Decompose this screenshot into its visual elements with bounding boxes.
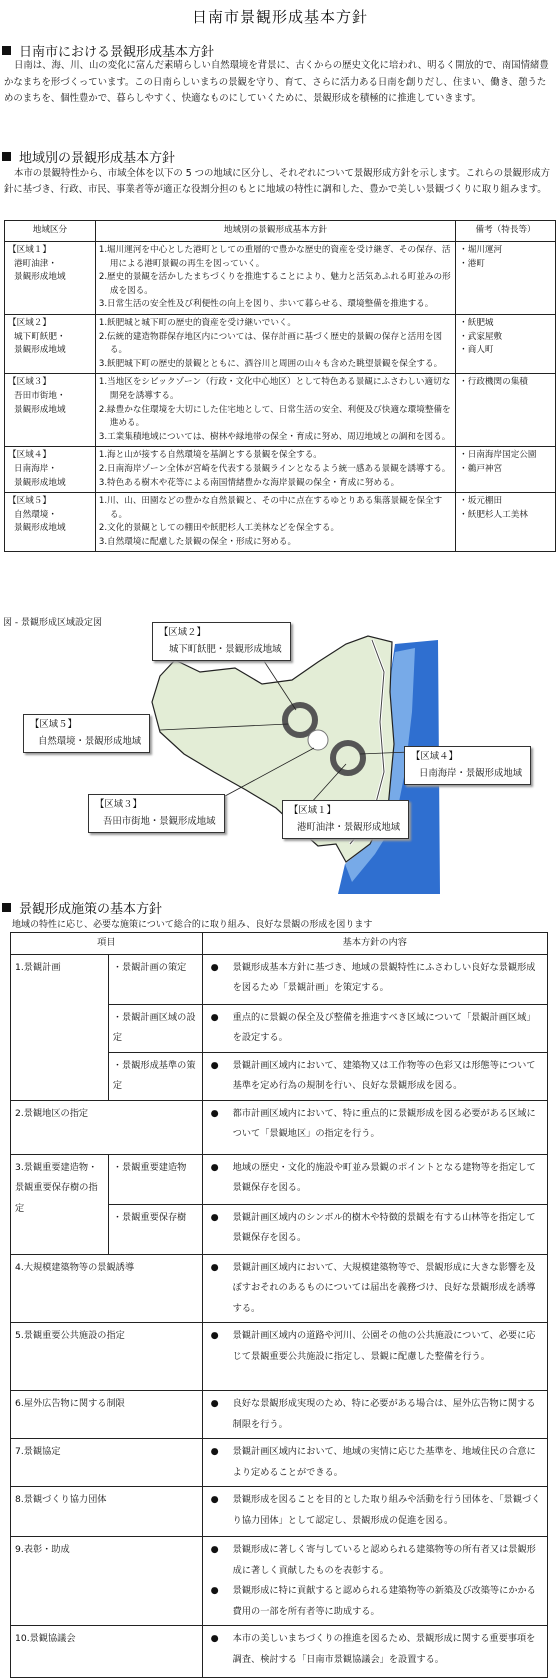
bullet-line <box>207 1056 543 1097</box>
item-cell: 9.表彰・助成 <box>11 1537 203 1626</box>
zone3-marker <box>308 730 328 750</box>
bullet-icon: ● <box>210 1544 219 1555</box>
policy-item: 2.歴史的景観を活かしたまちづくりを推進することにより、魅力と活気あふれる町並みの形成を図る。 <box>98 272 451 296</box>
bullet-text: 景観計画区域内において、大規模建築物等で、景観形成に大きな影響を及ぼすおそれのあるものについては届出を義務づけ、良好な景観形成を誘導する。 <box>232 1261 536 1314</box>
zone-line: 日南海岸・ <box>14 463 57 474</box>
bullet-text: 景観形成に特に貢献すると認められる建築物等の新築及び改築等にかかる費用の一部を所有者等に助成する。 <box>232 1585 536 1617</box>
zone-cell <box>5 314 96 373</box>
note-line: ・港町 <box>459 258 485 269</box>
square-bullet-icon <box>2 46 11 55</box>
zone-line: 自然環境・ <box>14 509 57 520</box>
section2-heading <box>2 147 175 166</box>
zone-line: 【区域５】 <box>8 496 51 507</box>
policy-cell <box>95 493 455 552</box>
bullet-line <box>207 1104 543 1145</box>
subitem-cell: ・景観計画区域の設定 <box>108 1004 202 1052</box>
bullet-text: 景観形成に著しく寄与していると認められる建築物等の所有者又は景観形成に著しく貢献したものを表彰する。 <box>232 1544 536 1576</box>
table-row <box>11 1487 548 1537</box>
section3-heading-text: 景観形成施策の基本方針 <box>19 902 163 917</box>
policy-cell <box>95 242 455 315</box>
bullet-icon: ● <box>210 1330 219 1341</box>
policy-item: 2.日南海岸ゾーン全体が宮崎を代表する景観ラインとなるよう統一感ある景観を誘導する。 <box>98 463 451 474</box>
table-row <box>11 1323 548 1391</box>
table-row <box>11 1391 548 1439</box>
subitem-cell: ・景観重要建造物 <box>108 1154 202 1204</box>
policy-item: 3.飫肥城下町の歴史的景観とともに、酒谷川と周囲の山々も含めた眺望景観を保全する。 <box>98 358 443 369</box>
bullet-icon: ● <box>210 1398 219 1409</box>
bullet-line <box>207 1208 543 1249</box>
table-row <box>5 493 556 552</box>
bullet-text: 景観計画区域内の道路や河川、公園その他の公共施設について、必要に応じて景観重要公共施設に指定し、景観に配慮した整備を行う。 <box>232 1330 536 1362</box>
zone-map <box>0 627 560 894</box>
bullet-icon: ● <box>210 1585 219 1596</box>
content-cell <box>202 1439 547 1487</box>
table-row <box>11 1626 548 1678</box>
policy-list <box>99 449 452 490</box>
section1-heading-text: 日南市における景観形成基本方針 <box>19 45 215 60</box>
table-row <box>5 447 556 493</box>
note-line: ・武家屋敷 <box>459 331 503 342</box>
policy-cell <box>95 374 455 447</box>
content-cell <box>202 1052 547 1100</box>
zone-line: 【区域４】 <box>8 450 51 461</box>
section2-heading-text: 地域別の景観形成基本方針 <box>19 151 176 166</box>
bullet-text: 景観計画区域内のシンボル的樹木や特徴的景観を有する山林等を指定して景観保存を図る。 <box>232 1211 536 1243</box>
zone-cell <box>5 374 96 447</box>
policy-item: 2.伝統的建造物群保存地区内については、保存計画に基づく歴史的景観の保存と活用を図る。 <box>98 331 443 356</box>
label-zone5-title: 【区域５】 <box>30 719 77 730</box>
content-cell <box>202 1323 547 1391</box>
label-zone4 <box>404 746 531 785</box>
zone-line: 景観形成地域 <box>14 272 66 283</box>
content-cell <box>202 1537 547 1626</box>
bullet-line <box>207 1629 543 1670</box>
section3-intro: 地域の特性に応じ、必要な施策について総合的に取り組み、良好な景観の形成を図ります <box>12 920 373 930</box>
header-notes: 備考（特長等） <box>456 221 556 242</box>
table-row <box>11 1100 548 1154</box>
note-line: ・飫肥城 <box>459 317 494 328</box>
table-header-row <box>11 933 548 955</box>
policy-item: 1.川、山、田園などの豊かな自然景観と、その中に点在するゆとりある集落景観を保全する。 <box>98 496 443 520</box>
regional-policy-table <box>4 220 556 552</box>
bullet-text: 景観計画区域内において、地域の実情に応じた基準を、地域住民の合意により定めることができる。 <box>232 1446 536 1478</box>
label-zone2-title: 【区域２】 <box>159 627 206 638</box>
label-zone4-name: 日南海岸・景観形成地域 <box>419 768 523 779</box>
bullet-line <box>207 1394 543 1435</box>
bullet-line <box>207 1326 543 1367</box>
label-zone3 <box>88 794 225 833</box>
map-caption: 図 - 景観形成区域設定図 <box>3 618 102 628</box>
notes-cell <box>456 242 556 315</box>
item-cell: 8.景観づくり協力団体 <box>11 1487 203 1537</box>
policy-list <box>99 495 452 549</box>
note-line: ・堀川運河 <box>459 245 503 255</box>
section2-body: 本市の景観特性から、市域全体を以下の 5 つの地域に区分し、それぞれについて景観形成方針を示します。これらの景観形成方針に基づき、行政、市民、事業者等が適正な役割分担のもとに地域の特性に調和した、豊かで美しい景観づくりに取り組みます。 <box>4 168 550 196</box>
content-cell <box>202 1100 547 1154</box>
policy-item: 1.飫肥城と城下町の歴史的資産を受け継いでいく。 <box>98 317 296 328</box>
zone-line: 【区域２】 <box>8 317 51 328</box>
policy-list <box>99 317 452 371</box>
subitem-cell: ・景観重要保存樹 <box>108 1204 202 1254</box>
square-bullet-icon <box>2 152 11 161</box>
label-zone2 <box>152 622 291 661</box>
bullet-line <box>207 1540 543 1581</box>
header-content: 基本方針の内容 <box>202 933 547 955</box>
item-cell: 6.屋外広告物に関する制限 <box>11 1391 203 1439</box>
policy-item: 1.堀川運河を中心とした港町としての重層的で豊かな歴史的資産を受け継ぎ、その保存、活用による港町景観の再生を図っていく。 <box>98 245 451 269</box>
bullet-text: 都市計画区域内において、特に重点的に景観形成を図る必要がある区域について「景観地区」の指定を行う。 <box>232 1107 536 1139</box>
bullet-text: 景観形成基本方針に基づき、地域の景観特性にふさわしい良好な景観形成を図るため「景観計画」を策定する。 <box>232 961 536 993</box>
policy-item: 1.当地区をシビックゾーン（行政・文化中心地区）として特色ある景観にふさわしい適切な開発を誘導する。 <box>98 377 451 401</box>
bullet-icon: ● <box>210 1161 219 1173</box>
bullet-line <box>207 1258 543 1320</box>
content-cell <box>202 1154 547 1204</box>
bullet-line <box>207 958 543 999</box>
note-line: ・行政機関の集積 <box>459 377 528 388</box>
table-row <box>11 1154 548 1204</box>
label-zone1-title: 【区域１】 <box>289 805 336 816</box>
label-zone2-name: 城下町飫肥・景観形成地域 <box>169 644 282 655</box>
content-cell <box>202 1391 547 1439</box>
bullet-line <box>207 1008 543 1049</box>
subitem-cell: ・景観計画の策定 <box>108 954 202 1004</box>
policy-item: 3.自然環境に配慮した景観の保全・形成に努める。 <box>98 536 297 547</box>
policy-item: 2.文化的景観としての棚田や飫肥杉人工美林などを保全する。 <box>98 523 340 534</box>
policy-measures-table <box>10 932 548 1678</box>
table-header-row <box>5 221 556 242</box>
table-row <box>11 954 548 1004</box>
bullet-icon: ● <box>210 1633 219 1644</box>
zone-line: 【区域１】 <box>8 245 51 255</box>
bullet-line <box>207 1442 543 1483</box>
notes-cell <box>456 314 556 373</box>
subitem-cell: ・景観形成基準の策定 <box>108 1052 202 1100</box>
zone-line: 城下町飫肥・ <box>14 331 66 342</box>
note-line: ・坂元棚田 <box>459 496 503 507</box>
item-cell: 5.景観重要公共施設の指定 <box>11 1323 203 1391</box>
policy-item: 3.日常生活の安全性及び利便性の向上を図り、歩いて暮らせる、環境整備を推進する。 <box>98 299 434 310</box>
policy-cell <box>95 447 455 493</box>
policy-item: 2.緑豊かな住環境を大切にした住宅地として、日常生活の安全、利便及び快適な環境整備を進める。 <box>98 404 451 429</box>
section3-heading <box>2 898 162 917</box>
bullet-text: 景観計画区域内において、建築物又は工作物等の色彩又は形態等について基準を定め行為の規制を行い、良好な景観形成を図る。 <box>232 1059 536 1091</box>
content-cell <box>202 1626 547 1678</box>
zone-line: 景観形成地域 <box>14 404 66 415</box>
item-cell: 2.景観地区の指定 <box>11 1100 203 1154</box>
content-cell <box>202 1487 547 1537</box>
bullet-icon: ● <box>210 1494 219 1505</box>
note-line: ・商人町 <box>459 345 494 356</box>
policy-item: 3.特色ある樹木や花等による南国情緒豊かな海岸景観の保全・育成に努める。 <box>98 477 400 488</box>
policy-item: 1.海と山が接する自然環境を基調とする景観を保全する。 <box>98 450 322 461</box>
bullet-icon: ● <box>210 1107 219 1119</box>
zone-line: 【区域３】 <box>8 377 51 388</box>
policy-cell <box>95 314 455 373</box>
item-cell: 1.景観計画 <box>11 954 109 1100</box>
header-policy: 地域別の景観形成基本方針 <box>95 221 455 242</box>
label-zone5-name: 自然環境・景観形成地域 <box>38 736 142 747</box>
section1-body: 日南は、海、川、山の変化に富んだ素晴らしい自然環境を背景に、古くからの歴史文化に培われ、明るく開放的で、南国情緒豊かなまちを形づくっています。この日南らしいまちの景観を守り、育て、さらに活力ある日南を創りだし、住まい、働き、憩うためのまちを、個性豊かで、暮らしやすく、快適なものにしていくために、景観形成を積極的に推進していきます。 <box>4 60 549 105</box>
page-title: 日南市景観形成基本方針 <box>191 8 368 26</box>
zone-line: 吾田市街地・ <box>14 390 66 401</box>
notes-cell <box>456 447 556 493</box>
bullet-icon: ● <box>210 1261 219 1273</box>
bullet-icon: ● <box>210 1011 219 1023</box>
label-zone1 <box>282 800 409 839</box>
bullet-icon: ● <box>210 1059 219 1071</box>
bullet-text: 地域の歴史・文化的施設や町並み景観のポイントとなる建物等を指定して景観保存を図る。 <box>232 1161 536 1193</box>
label-zone5 <box>23 714 150 753</box>
notes-cell <box>456 374 556 447</box>
item-cell: 7.景観協定 <box>11 1439 203 1487</box>
table-row <box>5 374 556 447</box>
label-zone1-name: 港町油津・景観形成地域 <box>297 822 401 833</box>
policy-list <box>99 244 452 312</box>
policy-list <box>99 376 452 444</box>
zone-line: 景観形成地域 <box>14 523 66 534</box>
zone-cell <box>5 242 96 315</box>
zone-cell <box>5 493 96 552</box>
item-cell: 4.大規模建築物等の景観誘導 <box>11 1254 203 1323</box>
square-bullet-icon <box>2 903 11 912</box>
bullet-icon: ● <box>210 961 219 973</box>
bullet-text: 重点的に景観の保全及び整備を推進すべき区域について「景観計画区域」を設定する。 <box>232 1011 536 1043</box>
item-cell: 10.景観協議会 <box>11 1626 203 1678</box>
bullet-text: 景観形成を図ることを目的とした取り組みや活動を行う団体を、「景観づくり協力団体」として認定し、景観形成の促進を図る。 <box>232 1494 541 1526</box>
bullet-line <box>207 1581 543 1622</box>
zone-line: 景観形成地域 <box>14 345 66 356</box>
item-cell: 3.景観重要建造物・景観重要保存樹の指定 <box>11 1154 109 1254</box>
table-row <box>5 314 556 373</box>
header-zone: 地域区分 <box>5 221 96 242</box>
label-zone3-name: 吾田市街地・景観形成地域 <box>103 816 216 827</box>
label-zone3-title: 【区域３】 <box>95 799 142 810</box>
bullet-line <box>207 1158 543 1199</box>
content-cell <box>202 1204 547 1254</box>
bullet-icon: ● <box>210 1211 219 1223</box>
table-row <box>11 1537 548 1626</box>
notes-cell <box>456 493 556 552</box>
table-row <box>5 242 556 315</box>
note-line: ・飫肥杉人工美林 <box>459 509 528 520</box>
content-cell <box>202 954 547 1004</box>
content-cell <box>202 1254 547 1323</box>
table-row <box>11 1254 548 1323</box>
bullet-line <box>207 1490 543 1531</box>
note-line: ・鵜戸神宮 <box>459 463 503 474</box>
label-zone4-title: 【区域４】 <box>411 751 458 762</box>
policy-item: 3.工業集積地域については、樹林や緑地帯の保全・育成に努め、周辺地域との調和を図る。 <box>98 431 451 442</box>
content-cell <box>202 1004 547 1052</box>
bullet-icon: ● <box>210 1446 219 1457</box>
zone-cell <box>5 447 96 493</box>
bullet-text: 良好な景観形成実現のため、特に必要がある場合は、屋外広告物に関する制限を行う。 <box>232 1398 536 1430</box>
bullet-text: 本市の美しいまちづくりの推進を図るため、景観形成に関する重要事項を調査、検討する「日南市景観協議会」を設置する。 <box>232 1633 536 1665</box>
header-item: 項目 <box>11 933 203 955</box>
table-row <box>11 1439 548 1487</box>
note-line: ・日南海岸国定公園 <box>459 450 537 461</box>
zone-line: 港町油津・ <box>14 258 57 269</box>
zone-line: 景観形成地域 <box>14 477 66 488</box>
